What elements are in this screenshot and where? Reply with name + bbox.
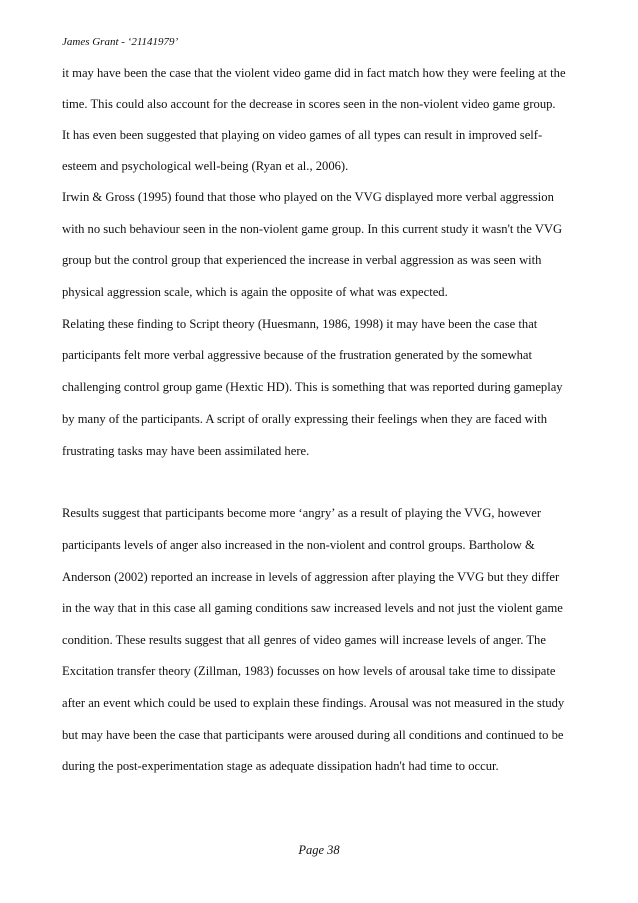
body-line: time. This could also account for the decrease in scores seen in the non-violent video game group. bbox=[62, 97, 556, 111]
body-line: Irwin & Gross (1995) found that those who played on the VVG displayed more verbal aggression bbox=[62, 190, 554, 204]
body-line: physical aggression scale, which is again the opposite of what was expected. bbox=[62, 285, 448, 299]
body-line: Relating these finding to Script theory (Huesmann, 1986, 1998) it may have been the case that bbox=[62, 317, 538, 331]
body-line: It has even been suggested that playing on video games of all types can result in improved self- bbox=[62, 128, 543, 142]
body-line: during the post-experimentation stage as adequate dissipation hadn't had time to occur. bbox=[62, 759, 499, 773]
body-line: challenging control group game (Hextic HD). This is something that was reported during gameplay bbox=[62, 380, 563, 394]
body-line: by many of the participants. A script of orally expressing their feelings when they are faced with bbox=[62, 412, 548, 426]
body-line: participants felt more verbal aggressive because of the frustration generated by the somewhat bbox=[62, 348, 532, 362]
body-line: group but the control group that experienced the increase in verbal aggression as was seen with bbox=[62, 253, 542, 267]
running-header: James Grant - ‘21141979’ bbox=[62, 36, 179, 48]
body-line: after an event which could be used to explain these findings. Arousal was not measured in the study bbox=[62, 696, 565, 710]
body-line: frustrating tasks may have been assimilated here. bbox=[62, 444, 310, 458]
body-line: esteem and psychological well-being (Ryan et al., 2006). bbox=[62, 159, 349, 173]
body-line: Anderson (2002) reported an increase in levels of aggression after playing the VVG but they differ bbox=[62, 570, 560, 584]
body-line: in the way that in this case all gaming conditions saw increased levels and not just the violent game bbox=[62, 601, 563, 615]
body-line: with no such behaviour seen in the non-violent game group. In this current study it wasn't the VVG bbox=[62, 222, 563, 236]
body-line: condition. These results suggest that all genres of video games will increase levels of anger. The bbox=[62, 633, 546, 647]
page-number: Page 38 bbox=[298, 843, 340, 857]
body-line: Results suggest that participants become more ‘angry’ as a result of playing the VVG, however bbox=[62, 506, 542, 520]
body-line: but may have been the case that participants were aroused during all conditions and continued to be bbox=[62, 728, 564, 742]
body-line: it may have been the case that the violent video game did in fact match how they were feeling at the bbox=[62, 66, 566, 80]
body-line: Excitation transfer theory (Zillman, 1983) focusses on how levels of arousal take time to dissipate bbox=[62, 664, 556, 678]
body-line: participants levels of anger also increased in the non-violent and control groups. Bartholow & bbox=[62, 538, 535, 552]
